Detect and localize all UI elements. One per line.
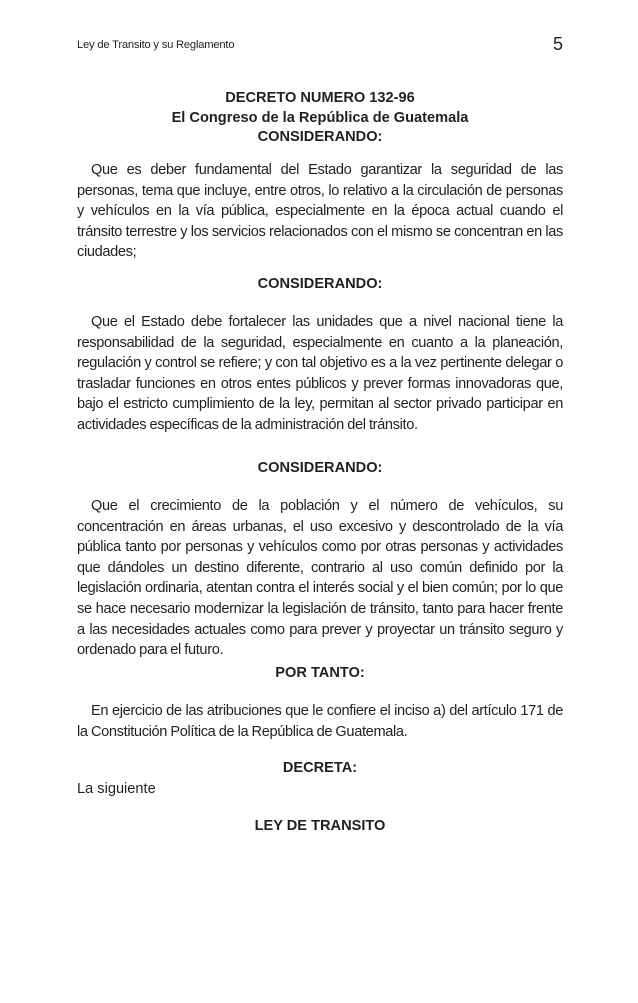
considerando-1-text: Que es deber fundamental del Estado garantizar la seguridad de las personas, tema que incluye, entre otros, lo relativo a la circulación de personas y vehículos en la vía pública, especialmente en la época actual cuando el tránsito terrestre y los servicios relacionados con el mismo se concentran en las ciudades; [77, 162, 563, 261]
por-tanto-text: En ejercicio de las atribuciones que le confiere el inciso a) del artículo 171 de la Constitución Política de la República de Guatemala. [77, 703, 563, 740]
considerando-1 [77, 160, 563, 263]
first-considering-label: CONSIDERANDO: [257, 129, 383, 145]
decree-issuer: El Congreso de la República de Guatemala [171, 109, 469, 126]
decree-heading [77, 89, 563, 148]
law-title: LEY DE TRANSITO [254, 818, 386, 834]
page-header [77, 34, 563, 56]
running-title: Ley de Transito y su Reglamento [77, 39, 235, 51]
considerando-2 [77, 274, 563, 436]
considerando-3-text: Que el crecimiento de la población y el número de vehículos, su concentración en áreas urbanas, el uso excesivo y descontrolado de la vía pública tanto por personas y vehículos como por otras personas y actividades que dándoles un destino diferente, contrario al uso común definido por la legislación ordinaria, atentan contra el interés social y el bien común; por lo que se hace necesario modernizar la legislación de tránsito, tanto para hacer frente a las necesidades actuales como para prever y proyectar un tránsito seguro y ordenado para el futuro. [77, 498, 563, 659]
decree-number: DECRETO NUMERO 132-96 [225, 90, 415, 106]
considerando-2-text: Que el Estado debe fortalecer las unidades que a nivel nacional tiene la responsabilidad de la seguridad, especialmente en cuanto a la planeación, regulación y control se refiere; y con tal objetivo es a la vez pertinente delegar o trasladar funciones en otros entes públicos y prever formas innovadoras que, bajo el estricto cumplimiento de la ley, permitan al sector privado participar en actividades específicas de la administración del tránsito. [77, 314, 563, 433]
decreta-intro: La siguiente [77, 781, 156, 797]
por-tanto-section [77, 663, 563, 742]
document-page [77, 0, 563, 1003]
decreta-section [77, 758, 563, 836]
por-tanto-label: POR TANTO: [275, 665, 365, 681]
considerando-3-label: CONSIDERANDO: [257, 460, 383, 476]
considerando-2-label: CONSIDERANDO: [257, 276, 383, 292]
considerando-3 [77, 458, 563, 661]
page-number: 5 [552, 34, 563, 54]
decreta-label: DECRETA: [282, 760, 358, 776]
